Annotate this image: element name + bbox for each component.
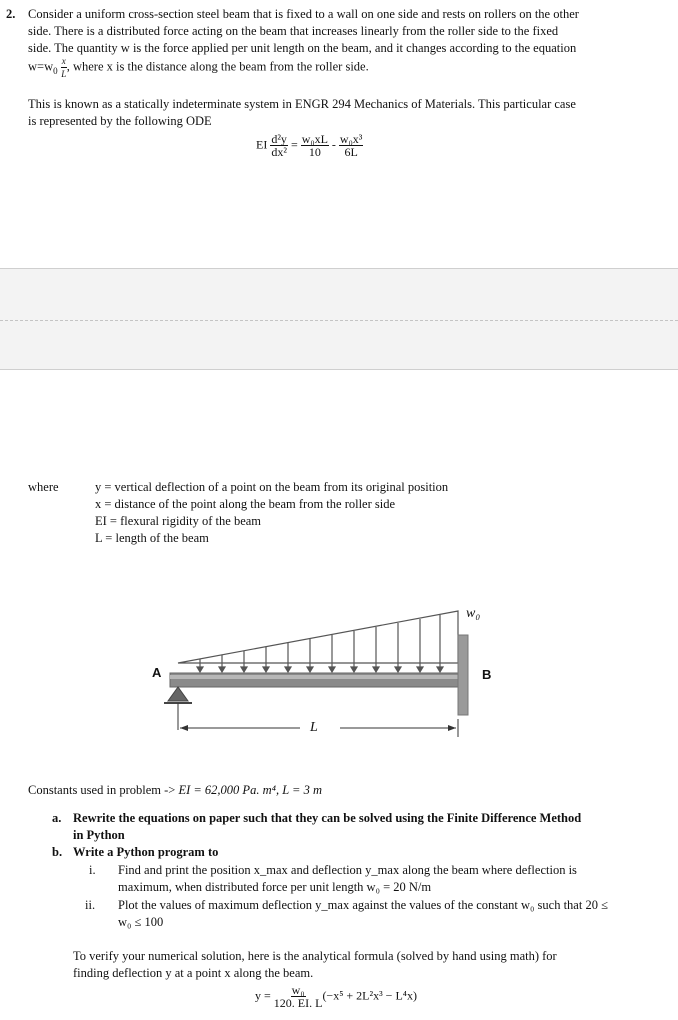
para2-line-2: is represented by the following ODE (28, 114, 212, 128)
separator-band (0, 268, 678, 370)
def-ei: EI = flexural rigidity of the beam (95, 514, 262, 528)
w-equation-lhs: w=w (28, 59, 54, 74)
ode-term1 (301, 133, 329, 158)
task-a-label: a. (52, 811, 62, 825)
label-w0: w₀ (466, 606, 481, 621)
load-triangle (178, 611, 458, 663)
frac-l: L (61, 69, 67, 79)
label-l: L (310, 720, 318, 735)
task-a-line-1: Rewrite the equations on paper such that they can be solved using the Finite Difference Method (73, 811, 582, 825)
roller-support (168, 687, 188, 701)
ode-term1-num: w₀xL (301, 132, 328, 146)
formula-fraction (274, 984, 323, 1009)
problem-line-3: side. The quantity w is the force applied per unit length on the beam, and it changes according to the equation (28, 41, 577, 55)
ode-dx2: dx² (271, 145, 287, 159)
def-y: y = vertical deflection of a point on the beam from its original position (95, 480, 449, 494)
task-a-line-2: in Python (73, 828, 125, 842)
analytical-formula (255, 984, 417, 1009)
task-ii-line-1: Plot the values of maximum deflection y_max against the values of the constant w₀ such that 20 ≤ (118, 898, 608, 912)
task-b-text: Write a Python program to (73, 845, 219, 859)
task-ii-label: ii. (85, 898, 96, 912)
ode-d2y: d²y (271, 132, 287, 146)
para2-line-1: This is known as a statically indeterminate system in ENGR 294 Mechanics of Materials. This particular case (28, 97, 576, 111)
task-i-line-1: Find and print the position x_max and deflection y_max along the beam where deflection is (118, 863, 577, 877)
constants-value: EI = 62,000 Pa. m⁴, L = 3 m (178, 783, 323, 797)
verify-line-2: finding deflection y at a point x along the beam. (73, 966, 314, 980)
constants-prefix: Constants used in problem -> (28, 783, 176, 797)
ode-ei: EI (256, 137, 268, 152)
ode-equation (256, 133, 363, 158)
ode-equals: = (290, 137, 298, 152)
constants-line (28, 782, 322, 798)
def-l: L = length of the beam (95, 531, 209, 545)
task-b-label: b. (52, 845, 63, 859)
problem-line-2: side. There is a distributed force acting on the beam that increases linearly from the roller side to the fixed (28, 24, 559, 38)
task-i-line-2: maximum, when distributed force per unit length w₀ = 20 N/m (118, 880, 432, 894)
label-b: B (482, 667, 492, 682)
where-label: where (28, 480, 59, 494)
formula-num: w₀ (291, 983, 305, 997)
verify-line-1: To verify your numerical solution, here is the analytical formula (solved by hand using math) for (73, 949, 557, 963)
frac-x: x (61, 56, 66, 66)
w-subscript: 0 (53, 65, 58, 76)
ode-minus: - (331, 137, 336, 152)
formula-den: 120. EI. L (273, 996, 323, 1010)
ode-term2 (339, 133, 363, 158)
dashed-divider (0, 320, 678, 321)
ode-term1-den: 10 (308, 145, 321, 159)
formula-y: y = (255, 988, 271, 1003)
formula-rest: (−x⁵ + 2L²x³ − L⁴x) (322, 988, 417, 1003)
ode-term2-den: 6L (344, 145, 358, 159)
problem-line-4 (28, 55, 369, 80)
ode-d2y-dx2 (270, 133, 288, 158)
beam-diagram (140, 595, 510, 755)
label-a: A (152, 665, 162, 680)
problem-line-1: Consider a uniform cross-section steel beam that is fixed to a wall on one side and rests on rollers on the other (28, 7, 579, 21)
task-i-label: i. (89, 863, 96, 877)
problem-number: 2. (6, 7, 16, 21)
task-ii-line-2: w₀ ≤ 100 (118, 915, 164, 929)
problem-line-4-rest: , where x is the distance along the beam from the roller side. (66, 59, 369, 74)
def-x: x = distance of the point along the beam from the roller side (95, 497, 396, 511)
fixed-wall (458, 635, 468, 715)
ode-term2-num: w₀x³ (339, 132, 363, 146)
